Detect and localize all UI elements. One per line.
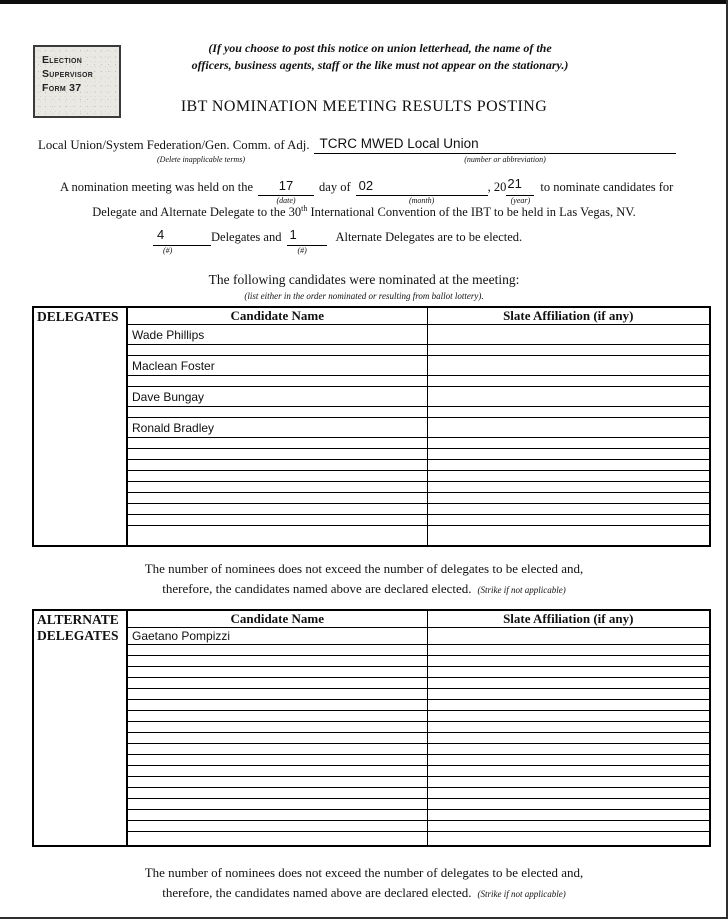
slate-cell xyxy=(427,689,710,700)
candidate-cell xyxy=(127,777,427,788)
declaration-line1: The number of nominees does not exceed the number of delegates to be elected and, xyxy=(144,561,584,576)
slate-cell xyxy=(427,788,710,799)
alternates-count-field xyxy=(287,227,327,255)
slate-cell xyxy=(427,418,710,438)
meeting-text-after: to nominate candidates for xyxy=(540,180,674,194)
slate-cell xyxy=(427,387,710,407)
counts-text-delegates: Delegates and xyxy=(211,230,282,244)
slate-cell xyxy=(427,755,710,766)
slate-cell xyxy=(427,325,710,345)
delegates-grid xyxy=(126,306,711,547)
delegates-table-label: DELEGATES xyxy=(32,306,128,547)
year-hint: (year) xyxy=(510,196,531,205)
nominated-heading: The following candidates were nominated at the meeting: xyxy=(208,272,520,287)
meeting-sentence xyxy=(60,176,674,205)
local-union-row xyxy=(38,136,676,154)
table-row xyxy=(127,504,710,515)
candidate-cell xyxy=(127,821,427,832)
meeting-text-day-of: day of xyxy=(319,180,351,194)
candidate-cell xyxy=(127,700,427,711)
convention-text-post: International Convention of the IBT to be held in Las Vegas, NV. xyxy=(307,205,636,220)
day-field xyxy=(258,178,314,205)
slate-cell xyxy=(427,733,710,744)
alternate-delegates-grid xyxy=(126,609,711,847)
local-union-field xyxy=(314,136,676,154)
candidate-cell xyxy=(127,460,427,471)
badge-line-1: Election xyxy=(42,54,83,66)
slate-cell xyxy=(427,407,710,418)
slate-cell xyxy=(427,700,710,711)
table-row xyxy=(127,777,710,788)
local-union-label: Local Union/System Federation/Gen. Comm. of Adj. xyxy=(38,138,310,152)
slate-cell xyxy=(427,376,710,387)
counts-text-alternates: Alternate Delegates are to be elected. xyxy=(335,230,523,244)
slate-cell xyxy=(427,449,710,460)
slate-cell xyxy=(427,438,710,449)
counts-sentence xyxy=(153,227,523,255)
table-row xyxy=(127,832,710,847)
declaration-line1: The number of nominees does not exceed the number of delegates to be elected and, xyxy=(144,865,584,880)
delegates-count-field xyxy=(153,227,211,255)
slate-cell xyxy=(427,711,710,722)
candidate-cell xyxy=(127,449,427,460)
candidate-cell xyxy=(127,744,427,755)
candidate-cell xyxy=(127,678,427,689)
slate-cell xyxy=(427,482,710,493)
candidate-cell xyxy=(127,766,427,777)
table-header-row xyxy=(127,610,710,628)
badge-line-3: Form 37 xyxy=(42,82,82,94)
candidate-cell xyxy=(127,345,427,356)
letterhead-note-line2: officers, business agents, staff or the like must not appear on the stationary.) xyxy=(191,58,569,72)
table-row xyxy=(127,733,710,744)
slate-affiliation-header: Slate Affiliation (if any) xyxy=(427,610,710,628)
slate-cell xyxy=(427,493,710,504)
alternates-declaration xyxy=(0,863,728,904)
table-row xyxy=(127,493,710,504)
slate-cell xyxy=(427,656,710,667)
candidate-cell xyxy=(127,733,427,744)
candidate-cell xyxy=(127,788,427,799)
table-row xyxy=(127,656,710,667)
candidate-cell xyxy=(127,799,427,810)
slate-cell xyxy=(427,515,710,526)
candidate-cell xyxy=(127,722,427,733)
table-row xyxy=(127,700,710,711)
candidate-name-header: Candidate Name xyxy=(127,307,427,325)
candidate-cell: Dave Bungay xyxy=(127,387,427,407)
month-value: 02 xyxy=(358,178,374,193)
declaration-line2-wrap xyxy=(0,579,728,600)
table-row xyxy=(127,387,710,407)
candidate-cell xyxy=(127,471,427,482)
slate-cell xyxy=(427,821,710,832)
table-header-row xyxy=(127,307,710,325)
table-row xyxy=(127,471,710,482)
delegates-table xyxy=(32,306,711,547)
table-row xyxy=(127,345,710,356)
candidate-cell xyxy=(127,504,427,515)
candidate-cell xyxy=(127,689,427,700)
delegates-count-value: 4 xyxy=(157,227,165,242)
table-row xyxy=(127,418,710,438)
slate-cell xyxy=(427,678,710,689)
slate-cell xyxy=(427,722,710,733)
local-union-value: TCRC MWED Local Union xyxy=(319,136,479,151)
letterhead-note xyxy=(130,40,630,74)
slate-cell xyxy=(427,504,710,515)
delegates-declaration xyxy=(0,559,728,600)
slate-cell xyxy=(427,799,710,810)
convention-text-pre: Delegate and Alternate Delegate to the 30 xyxy=(92,205,302,220)
table-row xyxy=(127,628,710,645)
table-row xyxy=(127,711,710,722)
candidate-cell: Gaetano Pompizzi xyxy=(127,628,427,645)
candidate-cell xyxy=(127,493,427,504)
badge-line-2: Supervisor xyxy=(42,68,94,80)
candidate-cell xyxy=(127,515,427,526)
candidate-cell xyxy=(127,656,427,667)
table-row xyxy=(127,460,710,471)
candidate-cell: Wade Phillips xyxy=(127,325,427,345)
slate-cell xyxy=(427,810,710,821)
table-row xyxy=(127,376,710,387)
alternates-count-hint: (#) xyxy=(297,246,307,255)
day-hint: (date) xyxy=(276,196,296,205)
slate-cell xyxy=(427,471,710,482)
table-row xyxy=(127,526,710,547)
candidate-cell xyxy=(127,645,427,656)
candidate-cell xyxy=(127,376,427,387)
candidate-cell xyxy=(127,711,427,722)
delegates-count-hint: (#) xyxy=(163,246,173,255)
slate-cell xyxy=(427,777,710,788)
local-union-hint-left: (Delete inapplicable terms) xyxy=(157,155,245,164)
slate-cell xyxy=(427,645,710,656)
table-row xyxy=(127,788,710,799)
day-value: 17 xyxy=(278,178,294,193)
table-row xyxy=(127,689,710,700)
month-field xyxy=(356,178,488,205)
candidate-cell xyxy=(127,832,427,847)
ordinal-suffix: th xyxy=(301,204,308,213)
table-row xyxy=(127,821,710,832)
table-row xyxy=(127,438,710,449)
candidate-cell: Maclean Foster xyxy=(127,356,427,376)
nominated-subheading: (list either in the order nominated or resulting from ballot lottery). xyxy=(244,291,484,301)
table-row xyxy=(127,810,710,821)
slate-cell xyxy=(427,526,710,547)
candidate-cell xyxy=(127,755,427,766)
candidate-cell xyxy=(127,810,427,821)
scan-edge-top xyxy=(0,0,728,4)
declaration-line2-wrap xyxy=(0,883,728,904)
slate-cell xyxy=(427,460,710,471)
table-row xyxy=(127,407,710,418)
table-row xyxy=(127,678,710,689)
declaration-line2: therefore, the candidates named above are declared elected. xyxy=(162,885,472,900)
strike-note: (Strike if not applicable) xyxy=(477,889,566,899)
slate-cell xyxy=(427,356,710,376)
slate-cell xyxy=(427,832,710,847)
candidate-cell: Ronald Bradley xyxy=(127,418,427,438)
table-row xyxy=(127,799,710,810)
form-title: IBT NOMINATION MEETING RESULTS POSTING xyxy=(180,98,548,115)
candidate-cell xyxy=(127,407,427,418)
slate-cell xyxy=(427,766,710,777)
slate-cell xyxy=(427,667,710,678)
candidate-cell xyxy=(127,667,427,678)
table-row xyxy=(127,515,710,526)
slate-cell xyxy=(427,744,710,755)
table-row xyxy=(127,482,710,493)
table-row xyxy=(127,645,710,656)
alternate-delegates-table xyxy=(32,609,711,847)
table-row xyxy=(127,766,710,777)
local-union-hint-right: (number or abbreviation) xyxy=(464,155,546,164)
candidate-cell xyxy=(127,438,427,449)
meeting-text-before: A nomination meeting was held on the xyxy=(60,180,254,194)
declaration-line2: therefore, the candidates named above are declared elected. xyxy=(162,581,472,596)
slate-affiliation-header: Slate Affiliation (if any) xyxy=(427,307,710,325)
letterhead-note-line1: (If you choose to post this notice on union letterhead, the name of the xyxy=(208,41,552,55)
alternates-count-value: 1 xyxy=(289,227,297,242)
slate-cell xyxy=(427,628,710,645)
table-row xyxy=(127,325,710,345)
table-row xyxy=(127,755,710,766)
table-row xyxy=(127,744,710,755)
candidate-name-header: Candidate Name xyxy=(127,610,427,628)
meeting-text-comma-20: , 20 xyxy=(487,180,507,194)
year-value: 21 xyxy=(507,176,522,191)
alternate-label-line1: ALTERNATE xyxy=(37,612,119,627)
year-field xyxy=(506,176,534,205)
slate-cell xyxy=(427,345,710,356)
candidate-cell xyxy=(127,526,427,547)
alternate-label-line2: DELEGATES xyxy=(37,628,119,643)
table-row xyxy=(127,722,710,733)
table-row xyxy=(127,356,710,376)
candidate-cell xyxy=(127,482,427,493)
table-row xyxy=(127,667,710,678)
alternate-delegates-table-label xyxy=(32,609,128,847)
table-row xyxy=(127,449,710,460)
month-hint: (month) xyxy=(408,196,435,205)
convention-sentence xyxy=(0,204,728,220)
strike-note: (Strike if not applicable) xyxy=(477,585,566,595)
